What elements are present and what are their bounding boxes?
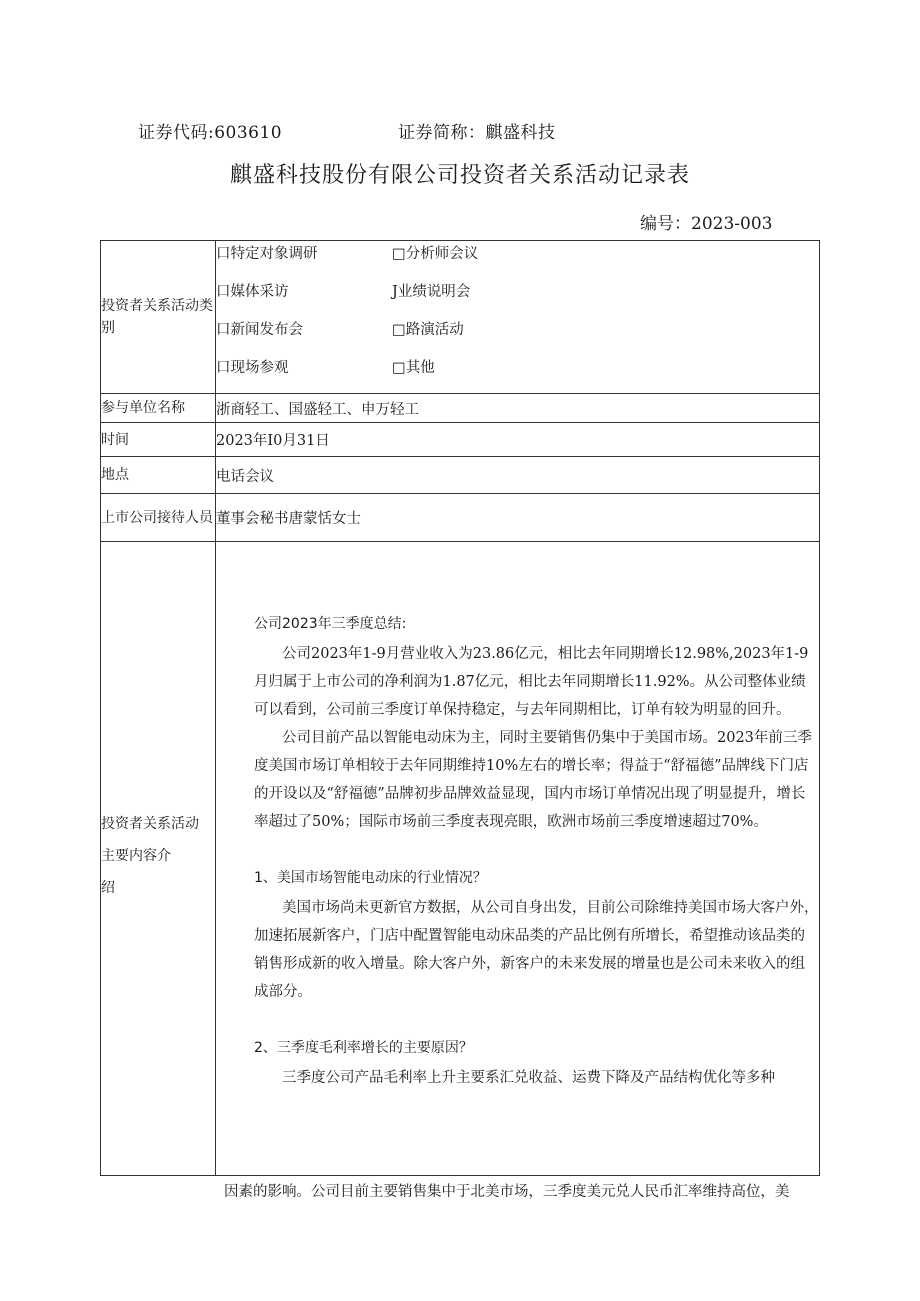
record-table [100, 240, 820, 1176]
security-code: 证券代码:603610 [138, 123, 283, 143]
option-other: □其他 [392, 360, 435, 376]
table-row-main-content [101, 542, 820, 1176]
table-row-participants [101, 394, 820, 423]
activity-type-options [216, 241, 820, 394]
location-label: 地点 [101, 457, 216, 494]
table-row-location [101, 457, 820, 494]
participants-value: 浙商轻工、国盛轻工、申万轻工 [216, 394, 820, 423]
summary-heading: 公司2023年三季度总结: [254, 616, 407, 632]
option-roadshow: □路演活动 [392, 322, 464, 338]
question-2-answer: 三季度公司产品毛利率上升主要系汇兑收益、运费下降及产品结构优化等多种 [282, 1070, 775, 1086]
option-earnings-briefing: J业绩说明会 [392, 284, 471, 300]
reception-value: 董事会秘书唐蒙恬女士 [216, 494, 820, 542]
table-row-reception [101, 494, 820, 542]
option-analyst-meeting: □分析师会议 [392, 246, 479, 262]
main-label-line2: 主要内容介 [101, 848, 171, 864]
main-content-label [101, 542, 216, 1176]
location-value: 电话会议 [216, 457, 820, 494]
question-1-heading: 1、美国市场智能电动床的行业情况？ [254, 870, 487, 886]
activity-type-label: 投资者关系活动类别 [101, 241, 216, 394]
participants-label: 参与单位名称 [101, 394, 216, 423]
table-row-time [101, 423, 820, 457]
continuation-text: 因素的影响。公司目前主要销售集中于北美市场，三季度美元兑人民币汇率维持高位，美 [224, 1184, 790, 1200]
time-label: 时间 [101, 423, 216, 457]
option-specific-research: 口特定对象调研 [216, 246, 318, 262]
summary-paragraph-1: 公司2023年1-9月营业收入为23.86亿元，相比去年同期增长12.98%,2023年1-9月归属于上市公司的净利润为1.87亿元，相比去年同期增长11.92%。从公司整体业绩可以看到，公司前三季度订单保持稳定，与去年同期相比，订单有较为明显的回升。 [254, 646, 809, 718]
option-media-interview: 口媒体采访 [216, 284, 289, 300]
time-value: 2023年I0月31日 [216, 423, 820, 457]
option-press-conference: 口新闻发布会 [216, 322, 303, 338]
option-site-visit: 口现场参观 [216, 360, 289, 376]
main-label-line3: 绍 [101, 880, 115, 896]
table-row-activity-type [101, 241, 820, 394]
question-1-answer: 美国市场尚未更新官方数据，从公司自身出发，目前公司除维持美国市场大客户外，加速拓展新客户，门店中配置智能电动床品类的产品比例有所增长，希望推动该品类的销售形成新的收入增量。除大客户外，新客户的未来发展的增量也是公司未来收入的组成部分。 [254, 900, 819, 1000]
reception-label: 上市公司接待人员 [101, 494, 216, 542]
main-content-body [216, 542, 820, 1176]
question-2-heading: 2、三季度毛利率增长的主要原因？ [254, 1040, 473, 1056]
page-title: 麒盛科技股份有限公司投资者关系活动记录表 [229, 163, 690, 188]
summary-paragraph-2: 公司目前产品以智能电动床为主，同时主要销售仍集中于美国市场。2023年前三季度美国市场订单相较于去年同期维持10%左右的增长率；得益于“舒福德”品牌线下门店的开设以及“舒福德”品牌初步品牌效益显现，国内市场订单情况出现了明显提升，增长率超过了50%；国际市场前三季度表现亮眼，欧洲市场前三季度增速超过70%。 [254, 730, 812, 830]
doc-number: 编号：2023-003 [640, 214, 773, 234]
main-label-line1: 投资者关系活动 [101, 816, 199, 832]
security-short-name: 证券简称：麒盛科技 [398, 123, 556, 143]
